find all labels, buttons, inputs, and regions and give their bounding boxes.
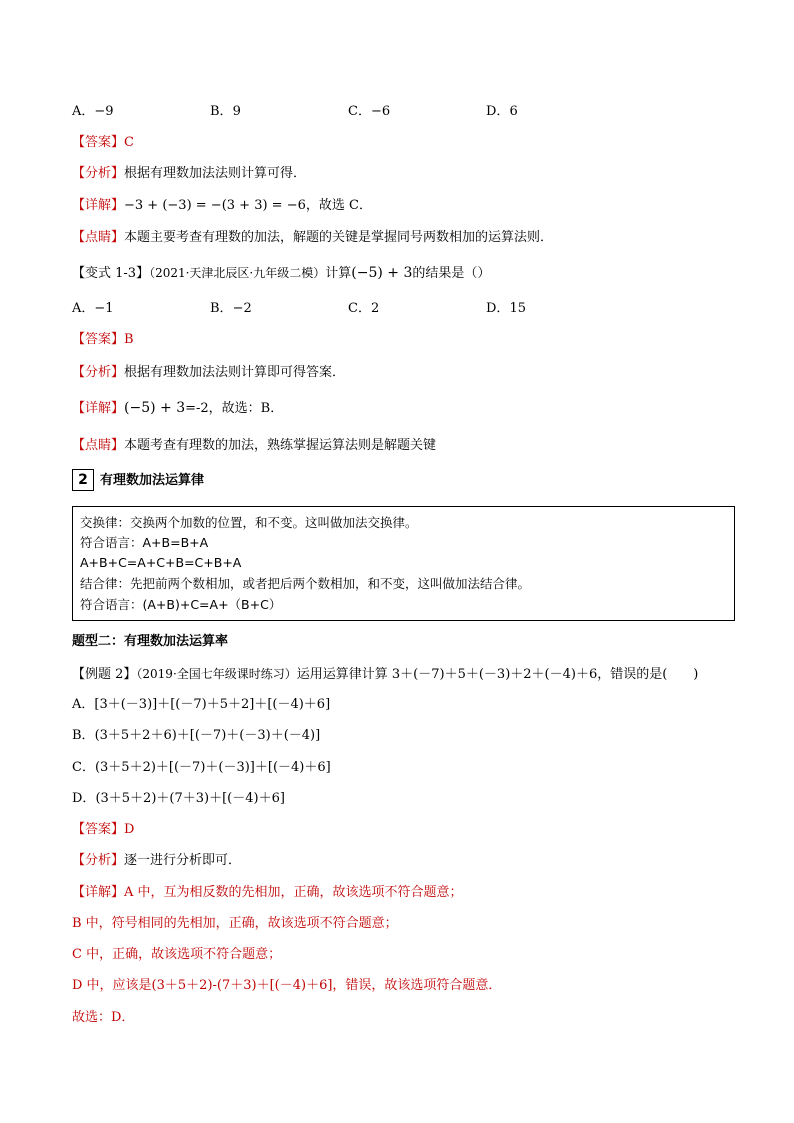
example2-conclusion: 故选：D．: [72, 1010, 135, 1025]
q1-answer: 【答案】C: [72, 135, 134, 150]
q1-comment: 【点睛】本题主要考查有理数的加法，解题的关键是掌握同号两数相加的运算法则．: [72, 230, 554, 245]
q2-option-c: C．2: [348, 301, 380, 316]
example2-detail-d: D 中，应该是(3＋5＋2)-(7＋3)＋[(－4)＋6]，错误，故该选项符合题意．: [72, 978, 502, 993]
example2-option-b: B．(3＋5＋2＋6)＋[(－7)＋(－3)＋(－4)]: [72, 728, 321, 743]
example2-option-c: C．(3＋5＋2)＋[(－7)＋(－3)]＋[(－4)＋6]: [72, 760, 331, 775]
example2-detail-c: C 中，正确，故该选项不符合题意；: [72, 947, 282, 962]
q1-option-d: D．6: [486, 104, 518, 119]
rule-line-commutative: 交换律：交换两个加数的位置，和不变。这叫做加法交换律。: [80, 515, 418, 530]
q1-detail: 【详解】−3 + (−3) = −(3 + 3) = −6，故选 C．: [72, 198, 372, 213]
rule-line-symbolic-2: A+B+C=A+C+B=C+B+A: [80, 555, 242, 570]
q1-option-c: C．−6: [348, 104, 391, 119]
rule-line-symbolic-3: 符合语言：(A+B)+C=A+（B+C）: [80, 597, 282, 612]
rule-line-associative: 结合律：先把前两个数相加，或者把后两个数相加，和不变，这叫做加法结合律。: [80, 576, 531, 591]
q2-analysis: 【分析】根据有理数加法法则计算即可得答案．: [72, 365, 346, 380]
example2-option-d: D．(3＋5＋2)＋(7＋3)＋[(－4)＋6]: [72, 791, 285, 806]
type-title: 题型二：有理数加法运算率: [72, 634, 229, 649]
example2-answer: 【答案】D: [72, 822, 135, 837]
q1-option-a: A．−9: [72, 104, 114, 119]
q1-analysis: 【分析】根据有理数加法法则计算可得．: [72, 166, 307, 181]
q2-option-d: D．15: [486, 301, 526, 316]
q2-answer: 【答案】B: [72, 332, 134, 347]
rule-line-symbolic-1: 符合语言：A+B=B+A: [80, 535, 209, 550]
q2-stem: 【变式 1-3】（2021·天津北辰区·九年级二模）计算(−5) + 3的结果是（）: [72, 265, 491, 281]
section-title: 有理数加法运算律: [100, 473, 205, 488]
example2-stem: 【例题 2】（2019·全国七年级课时练习）运用运算律计算 3＋(－7)＋5＋(－3)＋2＋(－4)＋6，错误的是( ): [72, 667, 699, 682]
q2-option-b: B．−2: [210, 301, 252, 316]
example2-analysis: 【分析】逐一进行分析即可．: [72, 853, 242, 868]
example2-option-a: A．[3＋(－3)]＋[(－7)＋5＋2]＋[(－4)＋6]: [72, 697, 331, 712]
section-number-box: 2: [72, 469, 94, 491]
q2-option-a: A．−1: [72, 301, 114, 316]
q2-comment: 【点睛】本题考查有理数的加法，熟练掌握运算法则是解题关键: [72, 438, 437, 453]
q1-option-b: B．9: [210, 104, 241, 119]
example2-detail: 【详解】A 中，互为相反数的先相加，正确，故该选项不符合题意；: [72, 885, 463, 900]
q2-detail: 【详解】(−5) + 3=-2，故选：B．: [72, 400, 284, 416]
example2-detail-b: B 中，符号相同的先相加，正确，故该选项不符合题意；: [72, 916, 398, 931]
